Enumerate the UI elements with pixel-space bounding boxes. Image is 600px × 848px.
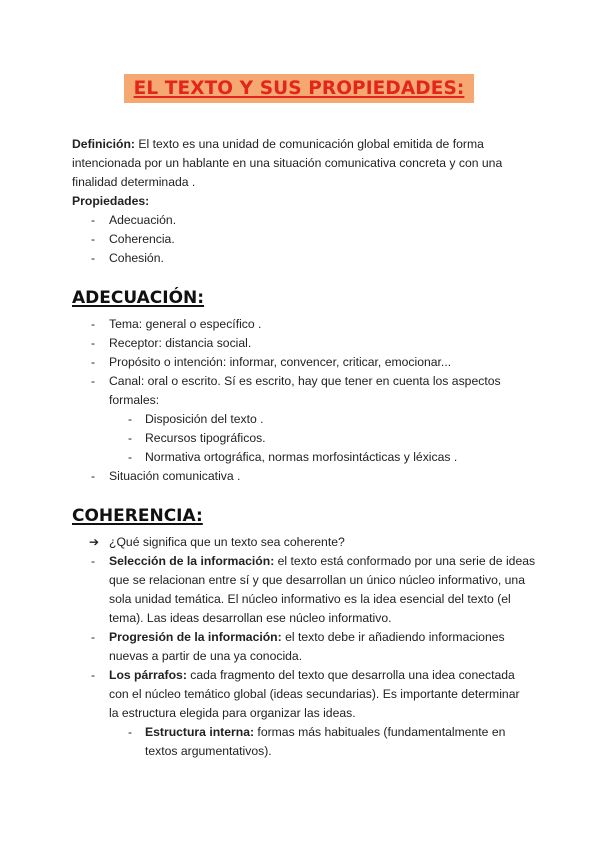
dash-bullet: - (91, 251, 96, 265)
seleccion-line-2: que se relacionan entre sí y que desarrollan un único núcleo informativo, una (109, 573, 525, 587)
estructura-text-1: formas más habituales (fundamentalmente en (254, 725, 506, 739)
dash-bullet: - (91, 374, 96, 388)
title-banner (124, 74, 474, 103)
adecuacion-item: Propósito o intención: informar, convencer, criticar, emocionar... (109, 355, 452, 369)
dash-bullet: - (91, 317, 96, 331)
progresion-label: Progresión de la información: (109, 630, 282, 644)
properties-label: Propiedades: (72, 194, 150, 208)
dash-bullet: - (91, 630, 96, 644)
parrafos-text-1: cada fragmento del texto que desarrolla una idea conectada (186, 668, 515, 682)
adecuacion-subitem: Disposición del texto . (145, 412, 264, 426)
adecuacion-item: Situación comunicativa . (109, 469, 241, 483)
page-title: EL TEXTO Y SUS PROPIEDADES: (133, 78, 465, 99)
parrafos-line-1 (109, 666, 515, 685)
seleccion-text-1: el texto está conformado por una serie de ideas (274, 554, 536, 568)
dash-bullet: - (91, 213, 96, 227)
dash-bullet: - (128, 725, 133, 739)
estructura-line-1 (145, 723, 505, 742)
estructura-label: Estructura interna: (145, 725, 255, 739)
adecuacion-subitem: Normativa ortográfica, normas morfosintácticas y léxicas . (145, 450, 458, 464)
arrow-bullet-icon: ➔ (89, 535, 100, 549)
coherencia-heading: COHERENCIA: (72, 506, 203, 526)
estructura-line-2: textos argumentativos). (145, 744, 272, 758)
property-item: Coherencia. (109, 232, 175, 246)
seleccion-line-1 (109, 552, 535, 571)
dash-bullet: - (128, 412, 133, 426)
dash-bullet: - (91, 232, 96, 246)
dash-bullet: - (91, 355, 96, 369)
dash-bullet: - (128, 431, 133, 445)
adecuacion-item-continued: formales: (109, 393, 160, 407)
adecuacion-item: Canal: oral o escrito. Sí es escrito, hay que tener en cuenta los aspectos (109, 374, 501, 388)
progresion-text-1: el texto debe ir añadiendo informaciones (281, 630, 505, 644)
definition-text-1: El texto es una unidad de comunicación global emitida de forma (134, 137, 484, 151)
definition-line-2: intencionada por un hablante en una situación comunicativa concreta y con una (72, 156, 503, 170)
dash-bullet: - (128, 450, 133, 464)
progresion-line-1 (109, 628, 505, 647)
property-item: Cohesión. (109, 251, 164, 265)
definition-line-3: finalidad determinada . (72, 175, 196, 189)
adecuacion-subitem: Recursos tipográficos. (145, 431, 266, 445)
seleccion-line-3: sola unidad temática. El núcleo informativo es la idea esencial del texto (el (109, 592, 511, 606)
adecuacion-item: Receptor: distancia social. (109, 336, 252, 350)
progresion-line-2: nuevas a partir de una ya conocida. (109, 649, 303, 663)
seleccion-line-4: tema). Las ideas desarrollan ese núcleo informativo. (109, 611, 392, 625)
dash-bullet: - (91, 336, 96, 350)
adecuacion-heading: ADECUACIÓN: (72, 288, 205, 308)
coherencia-question: ¿Qué significa que un texto sea coherente? (109, 535, 345, 549)
adecuacion-item: Tema: general o específico . (109, 317, 262, 331)
parrafos-line-2: con el núcleo temático global (ideas secundarias). Es importante determinar (109, 687, 520, 701)
definition-line-1 (72, 135, 484, 154)
parrafos-label: Los párrafos: (109, 668, 187, 682)
definition-label: Definición: (72, 137, 135, 151)
property-item: Adecuación. (109, 213, 177, 227)
dash-bullet: - (91, 668, 96, 682)
dash-bullet: - (91, 554, 96, 568)
parrafos-line-3: la estructura elegida para organizar las ideas. (109, 706, 356, 720)
dash-bullet: - (91, 469, 96, 483)
seleccion-label: Selección de la información: (109, 554, 275, 568)
